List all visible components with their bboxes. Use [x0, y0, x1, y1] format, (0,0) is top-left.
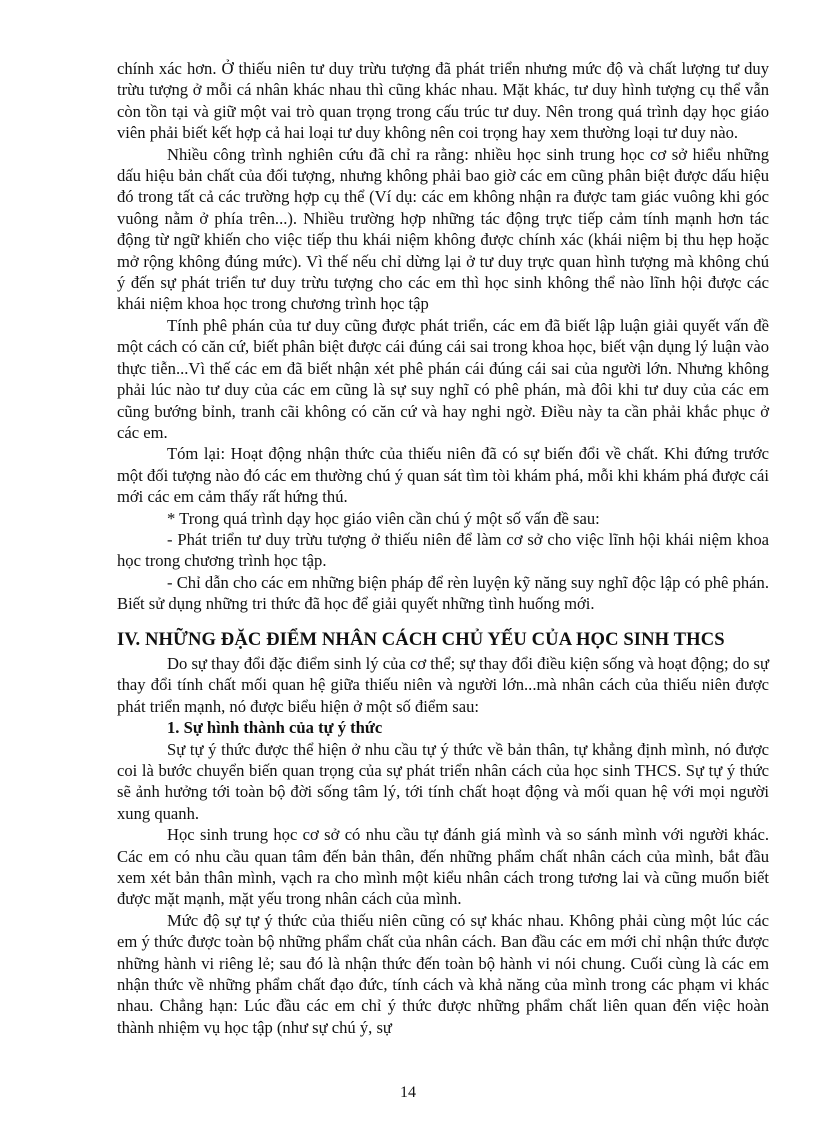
subsection-heading: 1. Sự hình thành của tự ý thức: [167, 718, 383, 738]
paragraph-critical-thinking: Tính phê phán của tư duy cũng được phát triển, các em đã biết lập luận giải quyết vấn đề một cách có căn cứ, biết phân biệt được cái đúng cái sai trong khoa học, biết vận dụng lý luận vào thực tiễn...Vì thế các em đã biết nhận xét phê phán cái đúng cái sai của người lớn. Nhưng không phải lúc nào tư duy của các em cũng là sự suy nghĩ có phê phán, mà đôi khi tư duy của các em cũng bướng bỉnh, tranh cãi không có căn cứ và hay nghi ngờ. Điều này ta cần phải khắc phục ở các em.: [117, 315, 769, 442]
document-body: [117, 58, 769, 1038]
paragraph-self-awareness: Sự tự ý thức được thể hiện ở nhu cầu tự ý thức về bản thân, tự khẳng định mình, nó được coi là bước chuyển biến quan trọng của sự phát triển nhân cách của học sinh THCS. Sự tự ý thức sẽ ảnh hưởng tới toàn bộ đời sống tâm lý, tới tính chất hoạt động và mối quan hệ với mọi người xung quanh.: [117, 739, 769, 823]
section-intro: Do sự thay đổi đặc điểm sinh lý của cơ thể; sự thay đổi điều kiện sống và hoạt động; do sự thay đổi tính chất mối quan hệ giữa thiếu niên và người lớn...mà nhân cách của thiếu niên được phát triển mạnh, nó được biểu hiện ở một số điểm sau:: [117, 653, 769, 716]
paragraph-research: Nhiều công trình nghiên cứu đã chỉ ra rằng: nhiều học sinh trung học cơ sở hiểu những dấu hiệu bản chất của đối tượng, nhưng không phải bao giờ các em cũng phân biệt được dấu hiệu đó trong tất cả các trường hợp cụ thể (Ví dụ: các em không nhận ra được tam giác vuông khi góc vuông nằm ở phía trên...). Nhiều trường hợp những tác động trực tiếp cảm tính mạnh hơn tác động từ ngữ khiến cho việc tiếp thu khái niệm không được chính xác (khái niệm bị thu hẹp hoặc mở rộng không đúng mức). Vì thế nếu chỉ dừng lại ở tư duy trực quan hình tượng mà không chú ý đến sự phát triển tư duy trừu tượng cho các em thì học sinh không thể nào lĩnh hội được các khái niệm khoa học trong chương trình học tập: [117, 144, 769, 314]
paragraph-teaching-notes: * Trong quá trình dạy học giáo viên cần chú ý một số vấn đề sau:: [167, 508, 600, 528]
paragraph-self-evaluation: Học sinh trung học cơ sở có nhu cầu tự đánh giá mình và so sánh mình với người khác. Các em có nhu cầu quan tâm đến bản thân, đến những phẩm chất nhân cách của mình, bắt đầu xem xét bản thân mình, vạch ra cho mình một kiểu nhân cách trong tương lai và cũng muốn biết được mặt mạnh, mặt yếu trong nhân cách của mình.: [117, 825, 769, 909]
section-heading: IV. NHỮNG ĐẶC ĐIỂM NHÂN CÁCH CHỦ YẾU CỦA HỌC SINH THCS: [117, 628, 725, 650]
paragraph-note-2: - Chỉ dẫn cho các em những biện pháp để rèn luyện kỹ năng suy nghĩ độc lập có phê phán. Biết sử dụng những tri thức đã học để giải quyết những tình huống mới.: [117, 572, 769, 614]
paragraph-summary: Tóm lại: Hoạt động nhận thức của thiếu niên đã có sự biến đổi về chất. Khi đứng trước một đối tượng nào đó các em thường chú ý quan sát tìm tòi khám phá, mỗi khi khám phá được cái mới các em cảm thấy rất hứng thú.: [117, 444, 769, 507]
page-number: 14: [400, 1084, 416, 1101]
paragraph-continuation: chính xác hơn. Ở thiếu niên tư duy trừu tượng đã phát triển nhưng mức độ và chất lượng tư duy trừu tượng ở mỗi cá nhân khác nhau thì cũng khác nhau. Mặt khác, tư duy hình tượng cụ thể vẫn còn tồn tại và giữ một vai trò quan trọng trong cấu trúc tư duy. Nên trong quá trình dạy học giáo viên phải biết kết hợp cả hai loại tư duy không nên coi trọng hay xem thường loại tư duy nào.: [117, 59, 769, 143]
paragraph-note-1: - Phát triển tư duy trừu tượng ở thiếu niên để làm cơ sở cho việc lĩnh hội khái niệm khoa học trong chương trình học tập.: [117, 529, 769, 571]
paragraph-levels: Mức độ sự tự ý thức của thiếu niên cũng có sự khác nhau. Không phải cùng một lúc các em ý thức được toàn bộ những phẩm chất của nhân cách. Ban đầu các em mới chỉ nhận thức được những hành vi riêng lẻ; sau đó là nhận thức đến toàn bộ hành vi nói chung. Cuối cùng là các em nhận thức về những phẩm chất đạo đức, tính cách và khả năng của mình trong các phạm vi khác nhau. Chẳng hạn: Lúc đầu các em chỉ ý thức được những phẩm chất liên quan đến việc hoàn thành nhiệm vụ học tập (như sự chú ý, sự: [117, 910, 769, 1037]
